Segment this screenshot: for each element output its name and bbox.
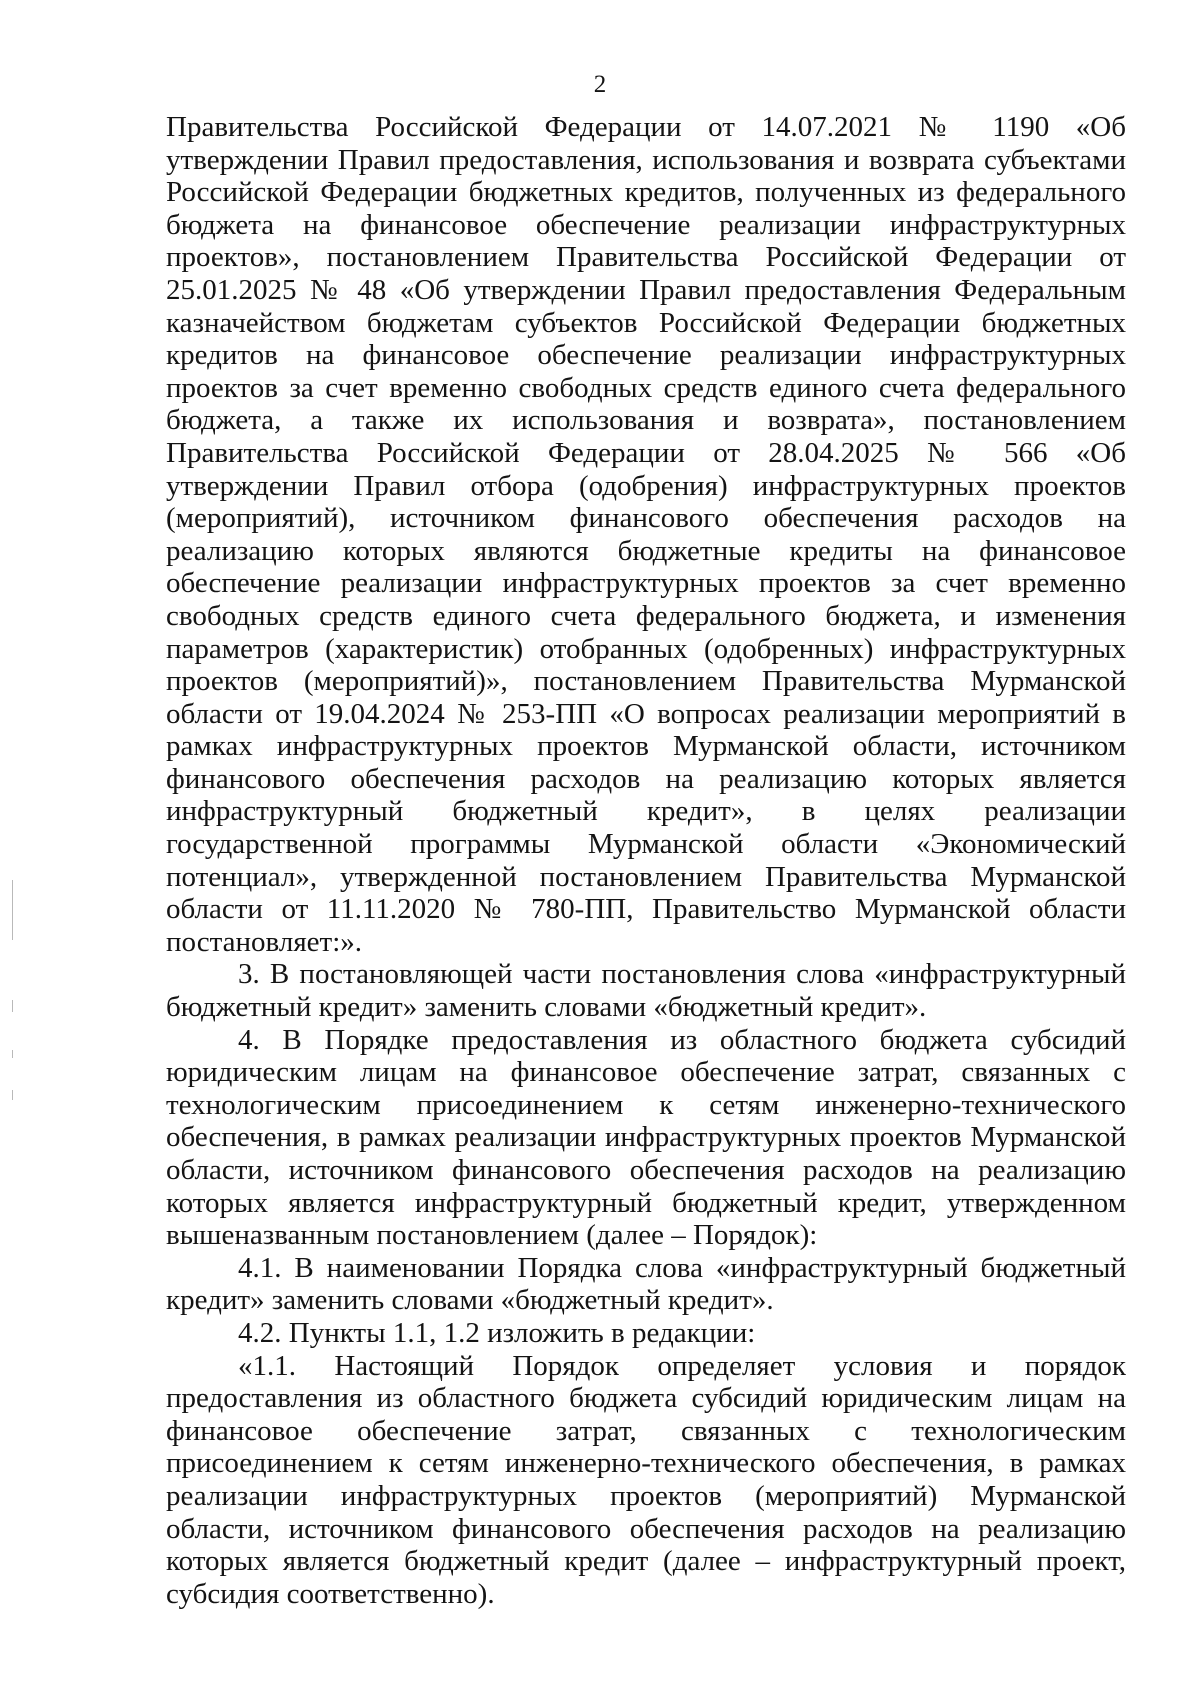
scan-artifact-line bbox=[12, 1050, 13, 1058]
paragraph-item-4-2: 4.2. Пункты 1.1, 1.2 изложить в редакции: bbox=[238, 1316, 756, 1349]
paragraph-item-4: 4. В Порядке предоставления из областного бюджета субсидий юридическим лицам на финансовое обеспечение затрат, связанных с технологическим присоединением к сетям инженерно-технического обеспечения, в рамках реализации инфраструктурных проектов Мурманской области, источником финансового обеспечения расходов на реализацию которых является инфраструктурный бюджетный кредит, утвержденном вышеназванным постановлением (далее – Порядок): bbox=[166, 1023, 1126, 1252]
scan-artifact-line bbox=[12, 1090, 13, 1100]
paragraph-continuation: Правительства Российской Федерации от 14.07.2021 № 1190 «Об утверждении Правил предоставления, использования и возврата субъектами Российской Федерации бюджетных кредитов, полученных из федерального бюджета на финансовое обеспечение реализации инфраструктурных проектов», постановлением Правительства Российской Федерации от 25.01.2025 № 48 «Об утверждении Правил предоставления Федеральным казначейством бюджетам субъектов Российской Федерации бюджетных кредитов на финансовое обеспечение реализации инфраструктурных проектов за счет временно свободных средств единого счета федерального бюджета, а также их использования и возврата», постановлением Правительства Российской Федерации от 28.04.2025 № 566 «Об утверждении Правил отбора (одобрения) инфраструктурных проектов (мероприятий), источником финансового обеспечения расходов на реализацию которых являются бюджетные кредиты на финансовое обеспечение реализации инфраструктурных проектов за счет временно свободных средств единого счета федерального бюджета, и изменения параметров (характеристик) отобранных (одобренных) инфраструктурных проектов (мероприятий)», постановлением Правительства Мурманской области от 19.04.2024 № 253-ПП «О вопросах реализации мероприятий в рамках инфраструктурных проектов Мурманской области, источником финансового обеспечения расходов на реализацию которых является инфраструктурный бюджетный кредит», в целях реализации государственной программы Мурманской области «Экономический потенциал», утвержденной постановлением Правительства Мурманской области от 11.11.2020 № 780-ПП, Правительство Мурманской области постановляет:». bbox=[166, 111, 1126, 958]
paragraph-item-4-1: 4.1. В наименовании Порядка слова «инфраструктурный бюджетный кредит» заменить словами «бюджетный кредит». bbox=[166, 1251, 1126, 1317]
paragraph-item-1-1: «1.1. Настоящий Порядок определяет условия и порядок предоставления из областного бюджета субсидий юридическим лицам на финансовое обеспечение затрат, связанных с технологическим присоединением к сетям инженерно-технического обеспечения, в рамках реализации инфраструктурных проектов (мероприятий) Мурманской области, источником финансового обеспечения расходов на реализацию которых является бюджетный кредит (далее – инфраструктурный проект, субсидия соответственно). bbox=[166, 1349, 1126, 1610]
page-number: 2 bbox=[593, 71, 607, 98]
paragraph-item-3: 3. В постановляющей части постановления слова «инфраструктурный бюджетный кредит» заменить словами «бюджетный кредит». bbox=[166, 958, 1126, 1024]
scan-artifact-line bbox=[12, 880, 13, 940]
scan-artifact-line bbox=[12, 1000, 13, 1012]
document-body bbox=[166, 111, 1126, 1610]
